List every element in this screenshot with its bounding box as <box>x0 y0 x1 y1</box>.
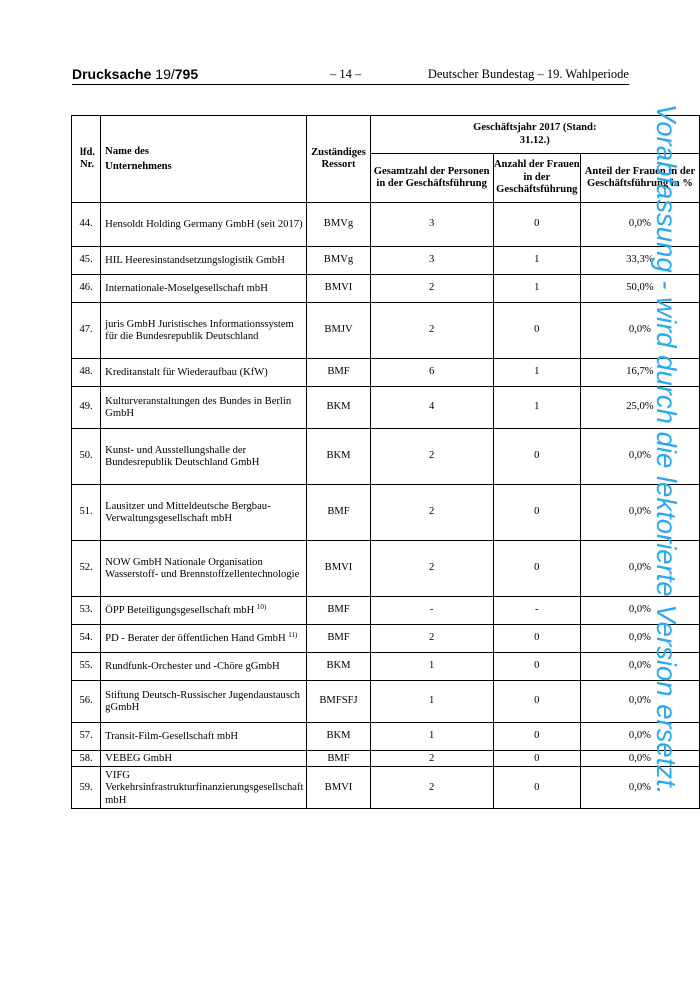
women-count: 0 <box>493 751 580 767</box>
table-row <box>72 625 700 653</box>
table-row <box>72 751 700 767</box>
row-number: 55. <box>72 653 101 681</box>
table-row <box>72 597 700 625</box>
table-row <box>72 681 700 723</box>
women-share: 0,0% <box>580 485 699 541</box>
women-count: - <box>493 597 580 625</box>
row-number: 57. <box>72 723 101 751</box>
gesamt-count: 2 <box>370 303 493 359</box>
ressort: BKM <box>307 723 370 751</box>
women-share: 0,0% <box>580 625 699 653</box>
table-row <box>72 387 700 429</box>
company-name: Lausitzer und Mitteldeutsche Bergbau-Verwaltungsgesellschaft mbH <box>101 485 307 541</box>
ressort: BMVg <box>307 247 370 275</box>
women-share: 25,0% <box>580 387 699 429</box>
row-number: 49. <box>72 387 101 429</box>
gesamt-count: 2 <box>370 485 493 541</box>
row-number: 59. <box>72 767 101 809</box>
gesamt-count: 2 <box>370 767 493 809</box>
doc-label: Drucksache <box>72 66 152 82</box>
gesamt-count: 6 <box>370 359 493 387</box>
company-name: PD - Berater der öffentlichen Hand GmbH $^{11)}$ <box>101 625 307 653</box>
row-number: 52. <box>72 541 101 597</box>
row-number: 54. <box>72 625 101 653</box>
gesamt-count: 3 <box>370 203 493 247</box>
ressort: BMJV <box>307 303 370 359</box>
ressort: BKM <box>307 387 370 429</box>
gesamt-count: - <box>370 597 493 625</box>
women-share: 0,0% <box>580 653 699 681</box>
gesamt-count: 1 <box>370 723 493 751</box>
header-gesamt: Gesamtzahl der Personen in der Geschäftsführung <box>370 154 493 203</box>
table-row <box>72 429 700 485</box>
company-name: Internationale-Moselgesellschaft mbH <box>101 275 307 303</box>
header-year-group: Geschäftsjahr 2017 (Stand: 31.12.) <box>370 116 699 154</box>
header-ressort: Zuständiges Ressort <box>307 116 370 203</box>
ressort: BMF <box>307 485 370 541</box>
women-count: 0 <box>493 723 580 751</box>
ressort: BMVg <box>307 203 370 247</box>
ressort: BMF <box>307 597 370 625</box>
women-count: 0 <box>493 541 580 597</box>
women-share: 0,0% <box>580 681 699 723</box>
gesamt-count: 2 <box>370 625 493 653</box>
gesamt-count: 1 <box>370 681 493 723</box>
women-count: 1 <box>493 387 580 429</box>
women-count: 0 <box>493 681 580 723</box>
ressort: BMF <box>307 625 370 653</box>
women-count: 0 <box>493 767 580 809</box>
ressort: BMF <box>307 751 370 767</box>
women-share: 0,0% <box>580 429 699 485</box>
women-share: 50,0% <box>580 275 699 303</box>
ressort: BKM <box>307 429 370 485</box>
women-count: 0 <box>493 429 580 485</box>
row-number: 56. <box>72 681 101 723</box>
row-number: 48. <box>72 359 101 387</box>
women-count: 1 <box>493 359 580 387</box>
table-row <box>72 653 700 681</box>
company-name: Hensoldt Holding Germany GmbH (seit 2017) <box>101 203 307 247</box>
companies-table <box>71 115 700 809</box>
ressort: BMVI <box>307 275 370 303</box>
women-share: 0,0% <box>580 751 699 767</box>
table-row <box>72 485 700 541</box>
row-number: 45. <box>72 247 101 275</box>
header-anzahl: Anzahl der Frauen in der Geschäftsführung <box>493 154 580 203</box>
women-count: 0 <box>493 625 580 653</box>
women-share: 0,0% <box>580 203 699 247</box>
women-share: 33,3% <box>580 247 699 275</box>
row-number: 51. <box>72 485 101 541</box>
company-name: HIL Heeresinstandsetzungslogistik GmbH <box>101 247 307 275</box>
table-body <box>72 203 700 809</box>
table-row <box>72 275 700 303</box>
footnote-marker: 10) <box>256 602 267 611</box>
table-row <box>72 203 700 247</box>
company-name: VIFG Verkehrsinfrastrukturfinanzierungsgesellschaft mbH <box>101 767 307 809</box>
page-header <box>72 66 629 85</box>
company-name: Kreditanstalt für Wiederaufbau (KfW) <box>101 359 307 387</box>
women-count: 0 <box>493 303 580 359</box>
gesamt-count: 2 <box>370 751 493 767</box>
table-row <box>72 247 700 275</box>
women-share: 0,0% <box>580 303 699 359</box>
publisher: Deutscher Bundestag – 19. Wahlperiode <box>427 67 629 81</box>
company-name: Rundfunk-Orchester und -Chöre gGmbH <box>101 653 307 681</box>
company-name: Kulturveranstaltungen des Bundes in Berlin GmbH <box>101 387 307 429</box>
gesamt-count: 2 <box>370 541 493 597</box>
gesamt-count: 2 <box>370 275 493 303</box>
women-share: 16,7% <box>580 359 699 387</box>
row-number: 47. <box>72 303 101 359</box>
doc-number-part1: 19/ <box>151 66 175 82</box>
row-number: 46. <box>72 275 101 303</box>
company-name: NOW GmbH Nationale Organisation Wasserstoff- und Brennstoffzellentechnologie <box>101 541 307 597</box>
footnote-marker: 11) <box>288 630 298 639</box>
table-row <box>72 723 700 751</box>
women-count: 0 <box>493 485 580 541</box>
row-number: 44. <box>72 203 101 247</box>
table-row <box>72 303 700 359</box>
ressort: BMFSFJ <box>307 681 370 723</box>
table-row <box>72 767 700 809</box>
women-share: 0,0% <box>580 723 699 751</box>
ressort: BMF <box>307 359 370 387</box>
women-share: 0,0% <box>580 597 699 625</box>
header-name: Name des Unternehmens <box>101 116 307 203</box>
row-number: 50. <box>72 429 101 485</box>
gesamt-count: 1 <box>370 653 493 681</box>
women-count: 0 <box>493 653 580 681</box>
header-anteil: Anteil der Frauen in der Geschäftsführung in % <box>580 154 699 203</box>
company-name: Kunst- und Ausstellungshalle der Bundesrepublik Deutschland GmbH <box>101 429 307 485</box>
company-name: ÖPP Beteiligungsgesellschaft mbH $^{10)}$ <box>101 597 307 625</box>
gesamt-count: 4 <box>370 387 493 429</box>
women-share: 0,0% <box>580 541 699 597</box>
table-row <box>72 359 700 387</box>
company-name: Transit-Film-Gesellschaft mbH <box>101 723 307 751</box>
company-name: Stiftung Deutsch-Russischer Jugendaustausch gGmbH <box>101 681 307 723</box>
row-number: 53. <box>72 597 101 625</box>
women-count: 1 <box>493 247 580 275</box>
gesamt-count: 2 <box>370 429 493 485</box>
women-count: 1 <box>493 275 580 303</box>
row-number: 58. <box>72 751 101 767</box>
ressort: BMVI <box>307 541 370 597</box>
ressort: BKM <box>307 653 370 681</box>
company-name: juris GmbH Juristisches Informationssystem für die Bundesrepublik Deutschland <box>101 303 307 359</box>
gesamt-count: 3 <box>370 247 493 275</box>
ressort: BMVI <box>307 767 370 809</box>
women-share: 0,0% <box>580 767 699 809</box>
company-name: VEBEG GmbH <box>101 751 307 767</box>
header-nr: lfd. Nr. <box>72 116 101 203</box>
page-number: – 14 – <box>330 67 362 81</box>
doc-number-part2: 795 <box>174 66 199 82</box>
women-count: 0 <box>493 203 580 247</box>
draft-watermark: Vorabfassung - wird durch die lektorierte Version ersetzt. <box>651 104 682 795</box>
table-row <box>72 541 700 597</box>
document-number <box>72 66 198 82</box>
